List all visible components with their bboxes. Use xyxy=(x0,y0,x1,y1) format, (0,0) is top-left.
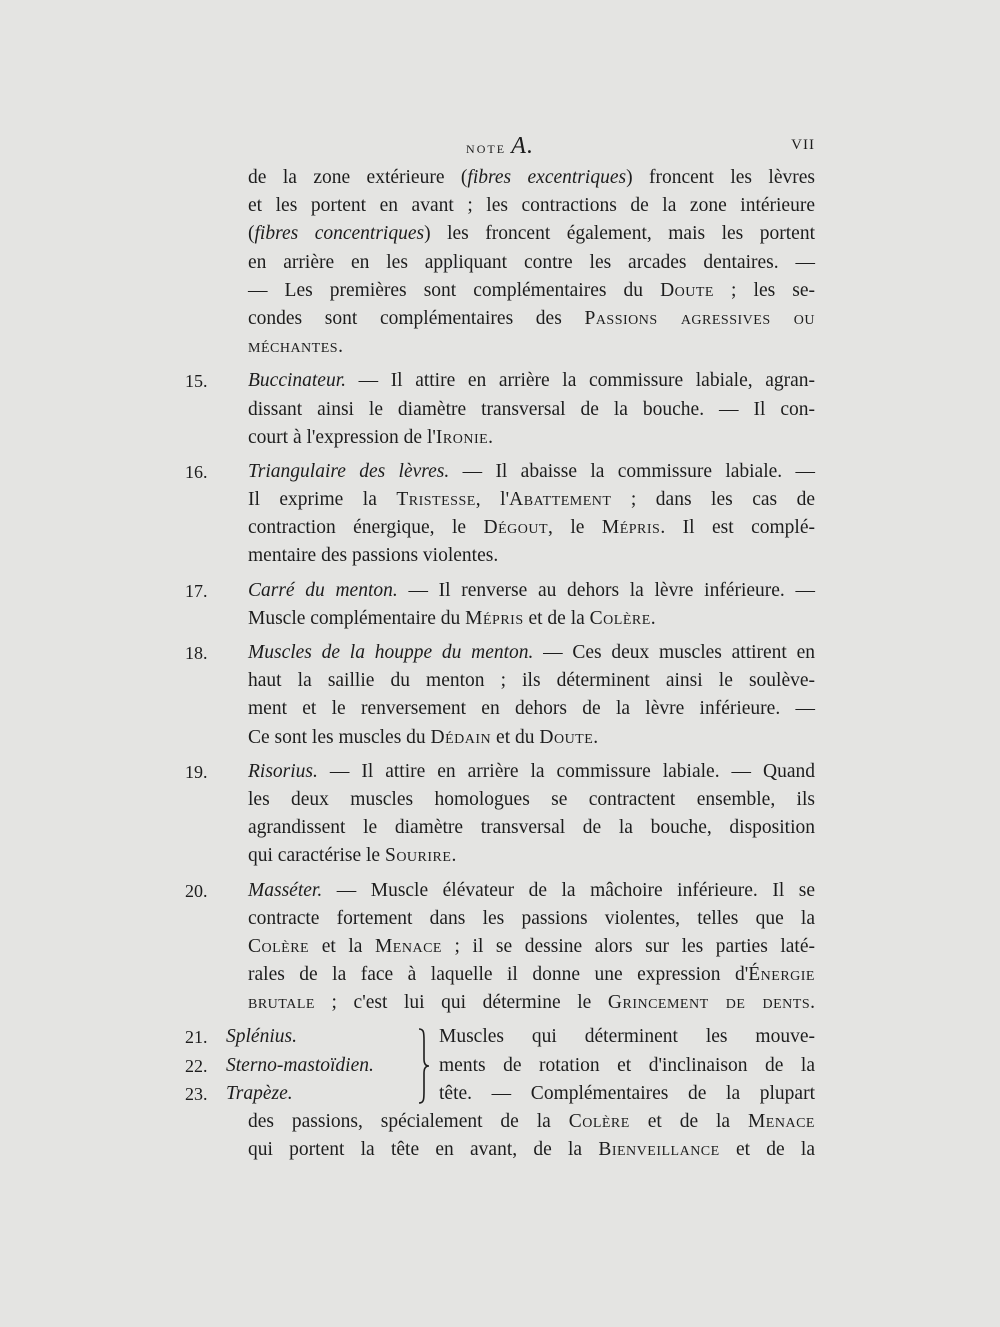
continuation-paragraph xyxy=(185,164,815,361)
text-line xyxy=(185,277,815,305)
muscle-name: Trapèze. xyxy=(226,1082,293,1104)
text-line xyxy=(185,814,815,842)
muscle-group-entry xyxy=(185,1023,815,1108)
passion-term: Passions agressives ou xyxy=(584,307,815,329)
text-run: . xyxy=(593,726,599,748)
text-line xyxy=(185,514,815,542)
text-line xyxy=(185,639,815,667)
text-run: des passions, spécialement de la xyxy=(248,1111,569,1133)
right-brace-icon xyxy=(417,1027,431,1105)
text-line xyxy=(185,542,815,570)
muscle-name: Triangulaire des lèvres. xyxy=(248,460,450,482)
text-line xyxy=(185,333,815,361)
entry-number: 21. xyxy=(185,1027,208,1048)
entry-number: 18. xyxy=(185,643,208,663)
text-line xyxy=(185,305,815,333)
text-line xyxy=(185,724,815,752)
muscle-name: Masséter. xyxy=(248,879,323,901)
text-run: ment et le renversement en dehors de la lèvre inférieure. — xyxy=(248,698,815,720)
text-line xyxy=(185,486,815,514)
text-run: , le xyxy=(548,517,602,539)
entry-number: 23. xyxy=(185,1083,208,1104)
passion-term: Énergie xyxy=(748,964,815,986)
passion-term: Grincement de dents xyxy=(607,992,811,1014)
entry-number: 17. xyxy=(185,580,208,601)
muscle-name: Sterno-mastoïdien. xyxy=(226,1054,374,1076)
text-run: contraction énergique, le xyxy=(248,517,484,539)
entry-number: 20. xyxy=(185,880,208,901)
text-run: ) froncent les lèvres xyxy=(626,167,815,188)
text-run: qui portent la tête en avant, de la xyxy=(248,1139,599,1161)
passion-term: Dégout xyxy=(483,517,549,539)
text-run: — Il attire en arrière la commissure labiale, agran- xyxy=(346,370,815,392)
text-run: ) les froncent également, mais les portent xyxy=(424,223,816,245)
text-run: . xyxy=(338,336,343,358)
text-line xyxy=(185,933,815,961)
text-run: rales de la face à laquelle il donne une expression d' xyxy=(248,964,749,986)
text-run: qui caractérise le xyxy=(248,845,385,867)
entry-number: 19. xyxy=(185,761,208,782)
passion-term: Ironie xyxy=(435,426,489,448)
page-number: VII xyxy=(791,137,815,153)
running-title xyxy=(185,133,815,160)
text-line xyxy=(185,989,815,1017)
text-line xyxy=(185,164,815,192)
passion-term: Doute xyxy=(539,726,594,748)
text-run: condes sont complémentaires des xyxy=(248,307,585,329)
text-line xyxy=(185,786,815,814)
passion-term: Mépris xyxy=(465,607,524,629)
text-run: dissant ainsi le diamètre transversal de la bouche. — Il con- xyxy=(248,398,815,420)
text-run: court à l'expression de l' xyxy=(248,426,436,448)
text-run: et les portent en avant ; les contractions de la zone intérieure xyxy=(248,195,815,217)
passion-term: Doute xyxy=(660,279,714,301)
text-run: . xyxy=(488,426,494,448)
text-line xyxy=(185,695,815,723)
text-run: ; dans les cas de xyxy=(611,489,815,511)
text-run: — Les premières sont complémentaires du xyxy=(248,279,661,301)
muscle-entry xyxy=(185,458,815,571)
entry-number: 16. xyxy=(185,461,208,482)
running-title-word: note xyxy=(466,138,507,157)
text-run: et de la xyxy=(629,1111,748,1133)
text-run: Il exprime la xyxy=(248,489,397,511)
text-run: ; c'est lui qui détermine le xyxy=(314,992,608,1014)
text-run: — Il abaisse la commissure labiale. — xyxy=(449,460,815,482)
passion-term: Colère xyxy=(568,1111,630,1133)
text-run: de la zone extérieure ( xyxy=(248,167,468,188)
passion-term: Mépris xyxy=(601,517,661,539)
muscle-name: Muscles de la houppe du menton. xyxy=(248,642,534,663)
muscle-name: Risorius. xyxy=(248,760,318,782)
text-line xyxy=(185,1108,815,1136)
text-line xyxy=(185,424,815,452)
body-text xyxy=(185,164,815,1164)
passion-term: Dédain xyxy=(430,726,492,748)
passion-term: Colère xyxy=(248,935,310,957)
text-line xyxy=(185,577,815,605)
text-run: agrandissent le diamètre transversal de la bouche, disposition xyxy=(248,817,815,839)
muscle-entry xyxy=(185,367,815,452)
muscle-name: Buccinateur. xyxy=(248,370,347,392)
passion-term: Abattement xyxy=(509,489,612,511)
muscle-entry xyxy=(185,577,815,633)
muscle-name: Carré du menton. xyxy=(248,579,398,601)
passion-term: Menace xyxy=(374,935,442,957)
text-run: les deux muscles homologues se contractent ensemble, ils xyxy=(248,788,815,810)
text-run: mentaire des passions violentes. xyxy=(248,545,499,567)
italic-term: fibres concentriques xyxy=(254,223,425,245)
text-run: . Il est complé- xyxy=(660,517,815,539)
text-run: — Il renverse au dehors la lèvre inférieure. — xyxy=(397,579,815,601)
text-run: Muscle complémentaire du xyxy=(248,607,466,629)
running-title-letter: A. xyxy=(511,133,534,159)
text-line xyxy=(185,667,815,695)
text-run: Ce sont les muscles du xyxy=(248,726,431,748)
text-run: . xyxy=(650,607,656,629)
text-line xyxy=(185,961,815,989)
muscle-entry xyxy=(185,758,815,871)
passion-term: Bienveillance xyxy=(598,1139,720,1161)
text-line xyxy=(185,458,815,486)
text-line xyxy=(185,842,815,870)
passion-term: Tristesse xyxy=(396,489,476,511)
group-row xyxy=(185,1080,815,1108)
text-run: ; les se- xyxy=(714,279,815,301)
text-run: et du xyxy=(491,726,540,748)
text-line xyxy=(185,1136,815,1164)
muscle-entry xyxy=(185,877,815,1018)
text-run: — Muscle élévateur de la mâchoire inférieure. Il se xyxy=(322,879,815,901)
text-run: . xyxy=(810,992,815,1014)
text-line xyxy=(185,905,815,933)
text-run: et la xyxy=(309,935,375,957)
text-run: tête. — Complémentaires de la plupart xyxy=(439,1082,815,1104)
text-line xyxy=(185,220,815,248)
muscle-entry xyxy=(185,639,815,752)
passion-term: Sourire xyxy=(384,845,452,867)
text-run: et de la xyxy=(523,607,590,629)
text-line xyxy=(185,192,815,220)
text-run: ( xyxy=(248,223,255,245)
italic-term: fibres excentriques xyxy=(467,167,627,188)
muscle-name: Splénius. xyxy=(226,1026,297,1048)
text-line xyxy=(185,605,815,633)
text-run: Muscles qui déterminent les mouve- xyxy=(439,1026,815,1048)
text-line xyxy=(185,396,815,424)
passion-term: méchantes xyxy=(248,336,339,358)
group-row xyxy=(185,1023,815,1051)
text-run: et de la xyxy=(719,1139,815,1161)
text-run: — Ces deux muscles attirent en xyxy=(533,642,815,663)
text-run: ; il se dessine alors sur les parties laté- xyxy=(441,935,815,957)
group-row xyxy=(185,1052,815,1080)
passion-term: Colère xyxy=(589,607,651,629)
text-run: contracte fortement dans les passions violentes, telles que la xyxy=(248,907,815,929)
text-run: ments de rotation et d'inclinaison de la xyxy=(439,1054,815,1076)
text-line xyxy=(185,877,815,905)
text-run: . xyxy=(451,845,457,867)
text-line xyxy=(185,758,815,786)
entry-number: 15. xyxy=(185,371,208,392)
passion-term: brutale xyxy=(248,992,315,1014)
running-head xyxy=(185,133,815,163)
text-line xyxy=(185,249,815,277)
text-run: , l' xyxy=(475,489,510,511)
text-run: — Il attire en arrière la commissure labiale. — Quand xyxy=(317,760,815,782)
entry-number: 22. xyxy=(185,1055,208,1076)
text-run: en arrière en les appliquant contre les arcades dentaires. — xyxy=(248,251,815,273)
text-line xyxy=(185,367,815,395)
text-run: haut la saillie du menton ; ils déterminent ainsi le soulève- xyxy=(248,670,815,692)
passion-term: Menace xyxy=(747,1111,815,1133)
